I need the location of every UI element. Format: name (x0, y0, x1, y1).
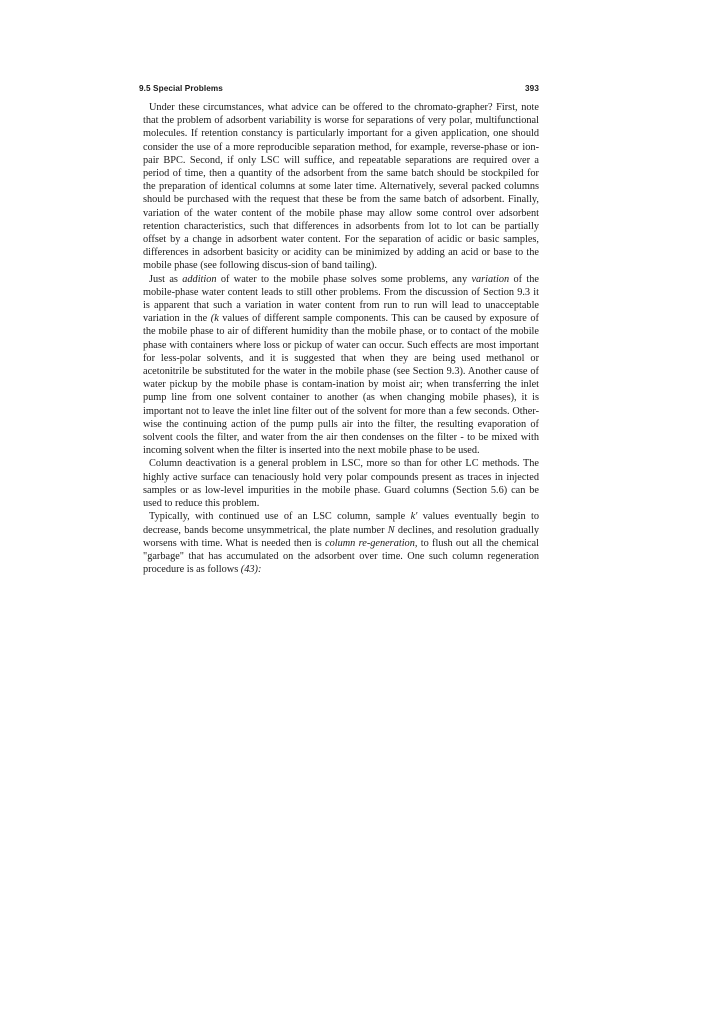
italic-run: (43): (240, 564, 262, 576)
italic-run: addition (182, 273, 217, 285)
italic-run: k' (410, 511, 418, 523)
running-header (139, 84, 539, 93)
paragraph-4 (143, 510, 539, 576)
paragraph-2 (143, 273, 539, 458)
italic-run: column re-generation, (325, 537, 418, 549)
book-page (139, 84, 540, 576)
text-run: values of different sample components. This can be caused by exposure of the mobile phase to air of different humidity than the mobile phase, or to contact of the mobile phase with containers where loss or pickup of water can occur. Such effects are most important for less-polar solvents, and it is suggested that when they are being used methanol or acetonitrile be substituted for the water in the mobile phase (see Section 9.3). Another cause of water pickup by the mobile phase is contam-ination by moist air; when transferring the inlet pump line from one solvent container to another (as when changing mobile phases), it is important not to leave the inlet line filter out of the solvent for more than a few seconds. Other-wise the continuing action of the pump pulls air into the filter, the resulting evaporation of solvent cools the filter, and water from the air then condenses on the filter - to be mixed with incoming solvent when the filter is inserted into the next mobile phase to be used. (143, 313, 539, 457)
page-number: 393 (525, 84, 539, 93)
text-run: Typically, with continued use of an LSC column, sample (149, 511, 411, 523)
italic-run: variation (471, 273, 510, 285)
text-run: declines, and resolution gradually worsens with time. What is needed then is (143, 524, 539, 549)
italic-run: (k (210, 313, 219, 325)
text-run: values eventually begin to decrease, bands become unsymmetrical, the plate number (143, 511, 539, 536)
section-title: 9.5 Special Problems (139, 84, 223, 93)
paragraph-3: Column deactivation is a general problem in LSC, more so than for other LC methods. The highly active surface can tenaciously hold very polar compounds present as traces in injected samples or as low-level impurities in the mobile phase. Guard columns (Section 5.6) can be used to reduce this problem. (143, 458, 539, 510)
text-run: to flush out all the chemical "garbage" that has accumulated on the adsorbent over time. One such column regeneration procedure is as follows (143, 537, 539, 576)
italic-run: N (387, 524, 395, 536)
paragraph-1: Under these circumstances, what advice can be offered to the chromato-grapher? First, note that the problem of adsorbent variability is worse for separations of very polar, multifunctional molecules. If retention constancy is particularly important for a given application, one should consider the use of a more reproducible separation method, for example, reverse-phase or ion-pair BPC. Second, if only LSC will suffice, and repeatable separations are required over a period of time, then a quantity of the adsorbent from the same batch should be stockpiled for the preparation of identical columns at some later time. Alternatively, several packed columns should be purchased with the request that these be from the same batch of adsorbent. Finally, variation of the water content of the mobile phase may allow some control over adsorbent retention characteristics, such that differences in adsorbents from lot to lot can be partially offset by a change in adsorbent water content. For the separation of acidic or basic samples, differences in adsorbent basicity or acidity can be minimized by adding an acid or base to the mobile phase (see following discus-sion of band tailing). (143, 102, 539, 272)
text-run: Just as (149, 273, 183, 285)
text-run: of the mobile-phase water content leads to still other problems. From the discussion of Section 9.3 it is apparent that such a variation in water content from run to run will lead to unacceptable variation in the (143, 273, 540, 325)
body-text (143, 101, 539, 576)
text-run: of water to the mobile phase solves some problems, any (216, 273, 472, 285)
